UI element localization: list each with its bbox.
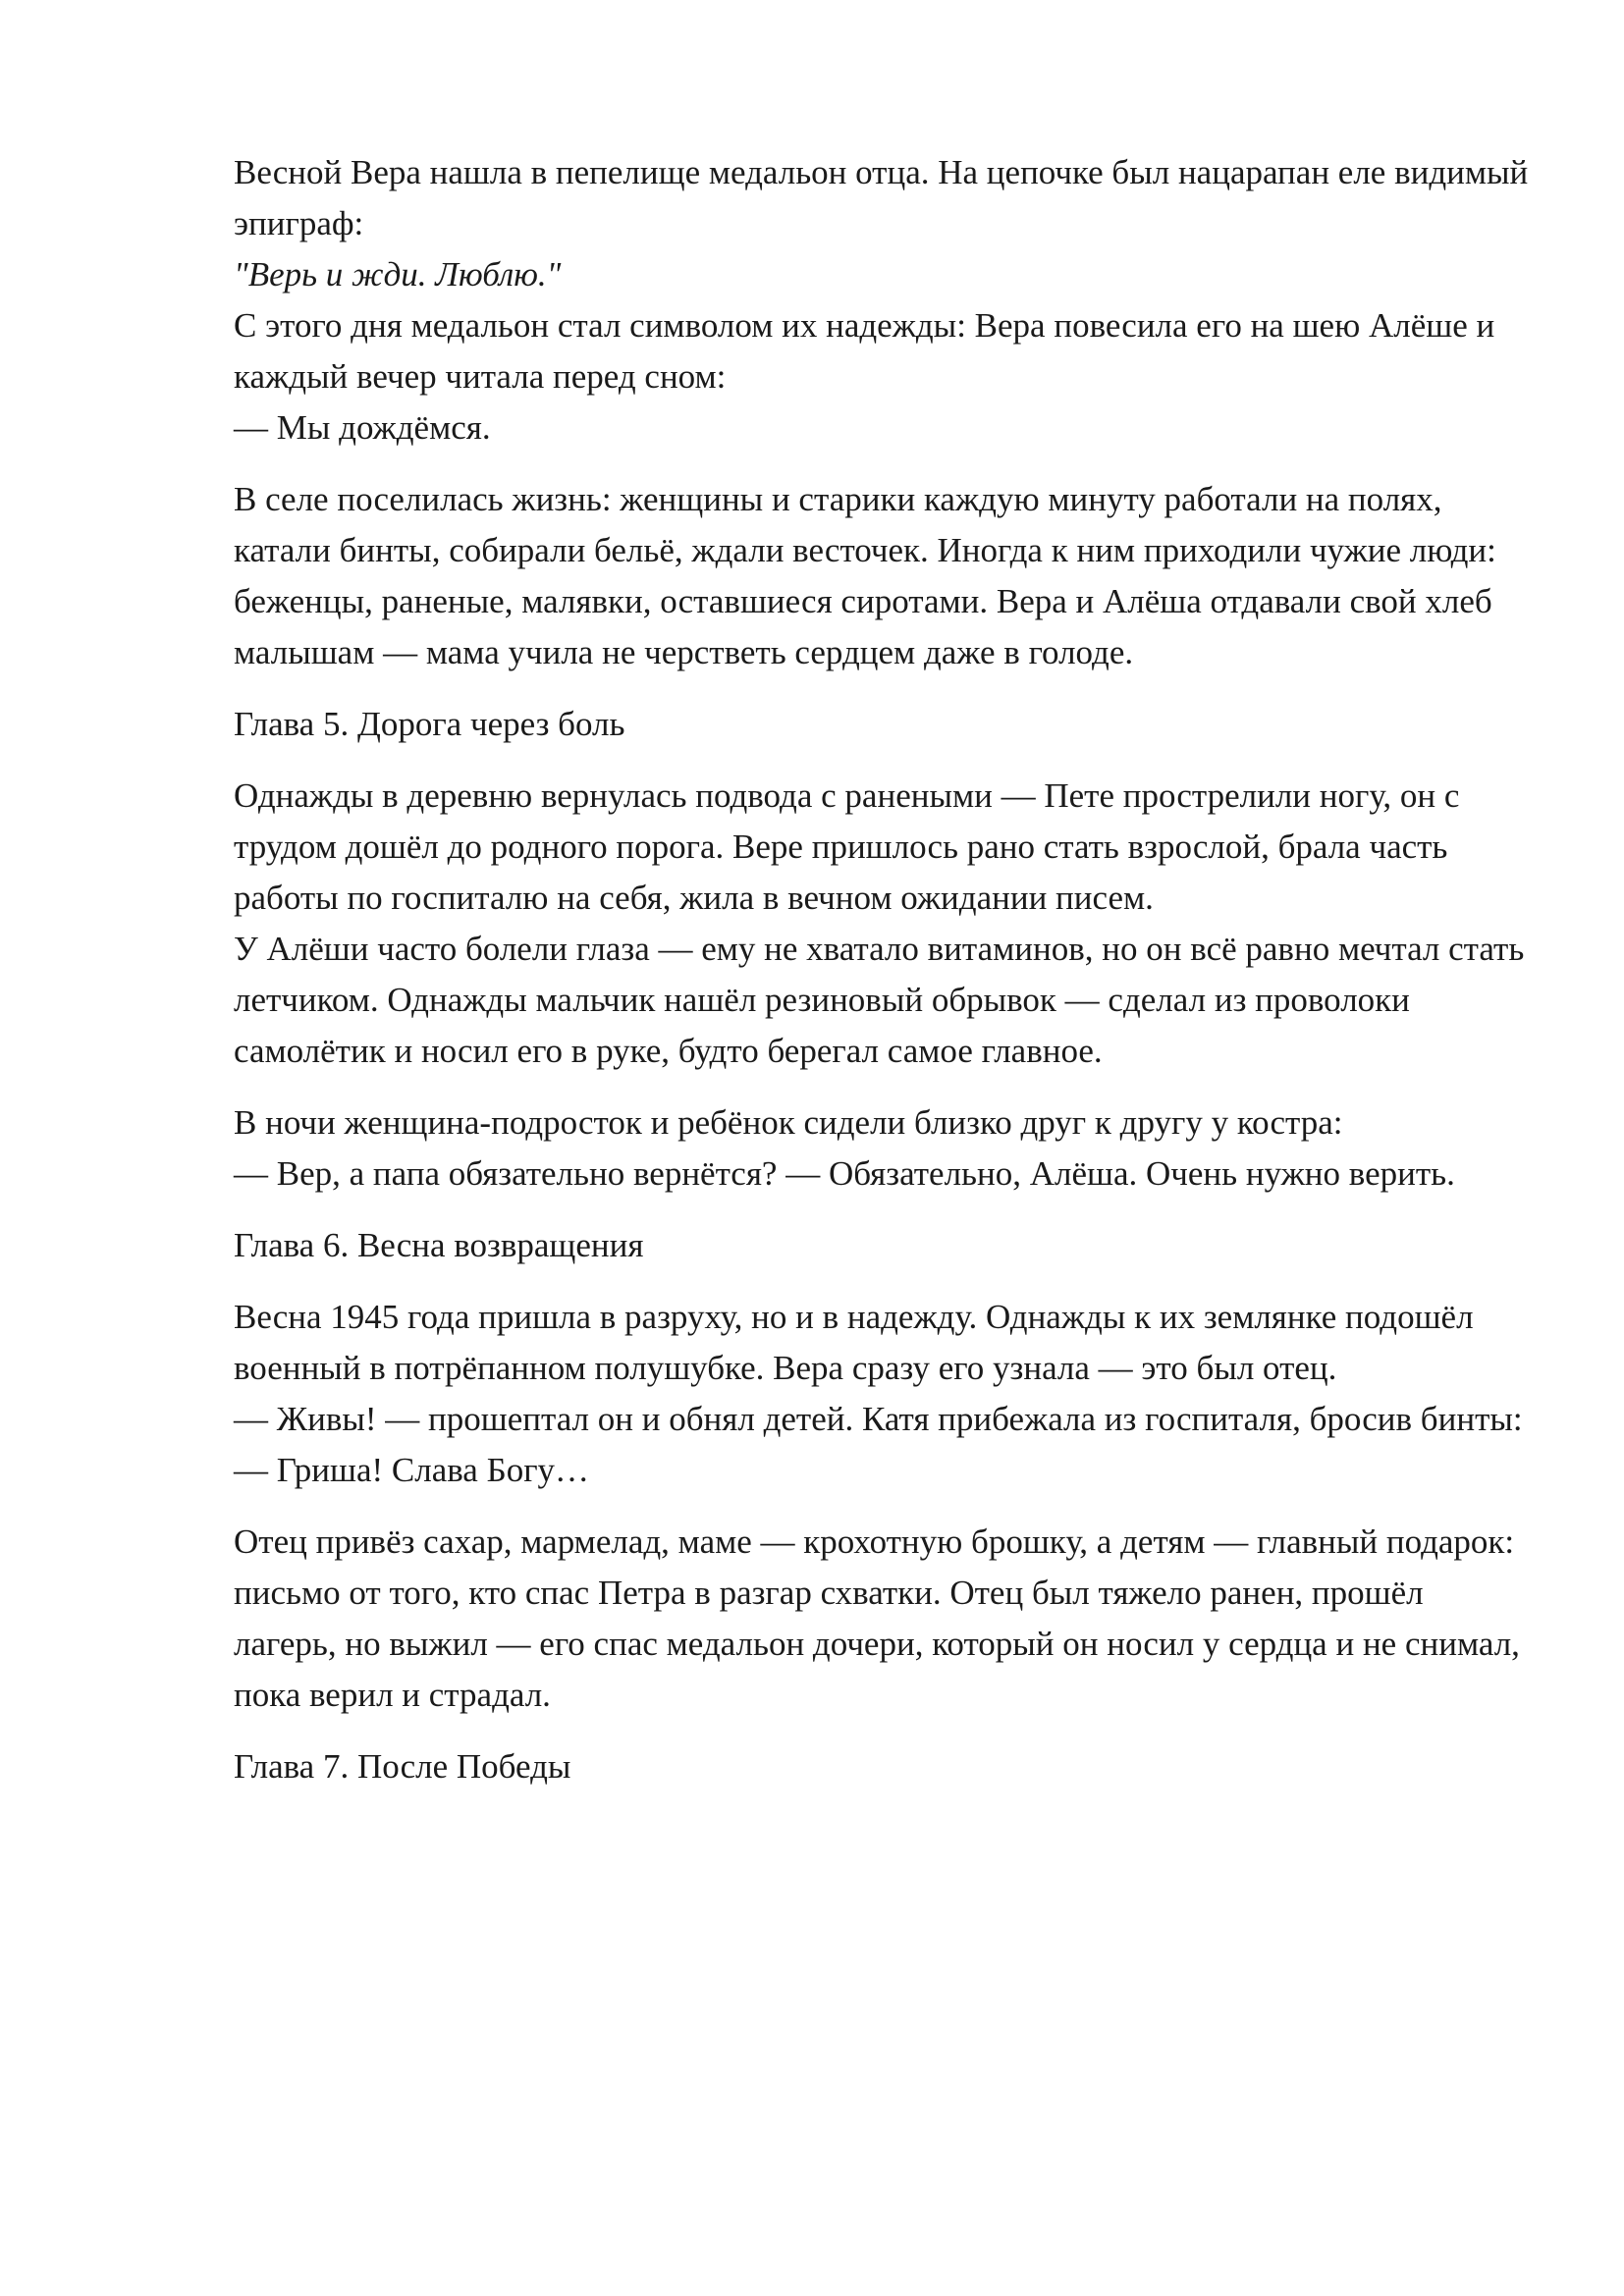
- document-page: [234, 147, 1530, 1813]
- paragraph: [234, 1097, 1530, 1200]
- chapter-heading: Глава 7. После Победы: [234, 1747, 571, 1786]
- text-line: Весна 1945 года пришла в разруху, но и в надежду. Однажды к их землянке подошёл военный в потрёпанном полушубке. Вера сразу его узнала — это был отец.: [234, 1298, 1474, 1387]
- dialogue-line: — Гриша! Слава Богу…: [234, 1451, 590, 1489]
- paragraph: [234, 474, 1530, 678]
- paragraph: [234, 1517, 1530, 1721]
- text-line: Однажды в деревню вернулась подвода с ранеными — Пете прострелили ногу, он с трудом дошёл до родного порога. Вере пришлось рано стать взрослой, брала часть работы по госпиталю на себя, жила в вечном ожидании писем.: [234, 776, 1460, 917]
- text-line: С этого дня медальон стал символом их надежды: Вера повесила его на шею Алёше и каждый вечер читала перед сном:: [234, 306, 1495, 396]
- paragraph: [234, 771, 1530, 1077]
- text-line: У Алёши часто болели глаза — ему не хватало витаминов, но он всё равно мечтал стать летчиком. Однажды мальчик нашёл резиновый обрывок — сделал из проволоки самолётик и носил его в руке, будто берегал самое главное.: [234, 930, 1525, 1070]
- dialogue-line: — Мы дождёмся.: [234, 408, 491, 447]
- paragraph: [234, 1292, 1530, 1496]
- dialogue-line: — Вер, а папа обязательно вернётся? — Обязательно, Алёша. Очень нужно верить.: [234, 1154, 1455, 1193]
- chapter-heading: Глава 6. Весна возвращения: [234, 1226, 644, 1264]
- dialogue-line: — Живы! — прошептал он и обнял детей. Катя прибежала из госпиталя, бросив бинты:: [234, 1400, 1523, 1438]
- text-line: В селе поселилась жизнь: женщины и старики каждую минуту работали на полях, катали бинты, собирали бельё, ждали весточек. Иногда к ним приходили чужие люди: беженцы, раненые, малявки, оставшиеся сиротами. Вера и Алёша отдавали свой хлеб малышам — мама учила не черстветь сердцем даже в голоде.: [234, 480, 1496, 671]
- paragraph: [234, 147, 1530, 454]
- epigraph-line: "Верь и жди. Люблю.": [234, 255, 562, 294]
- chapter-heading: Глава 5. Дорога через боль: [234, 705, 625, 743]
- text-line: Весной Вера нашла в пепелище медальон отца. На цепочке был нацарапан еле видимый эпиграф:: [234, 153, 1529, 242]
- text-line: В ночи женщина-подросток и ребёнок сидели близко друг к другу у костра:: [234, 1103, 1343, 1142]
- text-line: Отец привёз сахар, мармелад, маме — крохотную брошку, а детям — главный подарок: письмо от того, кто спас Петра в разгар схватки. Отец был тяжело ранен, прошёл лагерь, но выжил — его спас медальон дочери, который он носил у сердца и не снимал, пока верил и страдал.: [234, 1522, 1520, 1714]
